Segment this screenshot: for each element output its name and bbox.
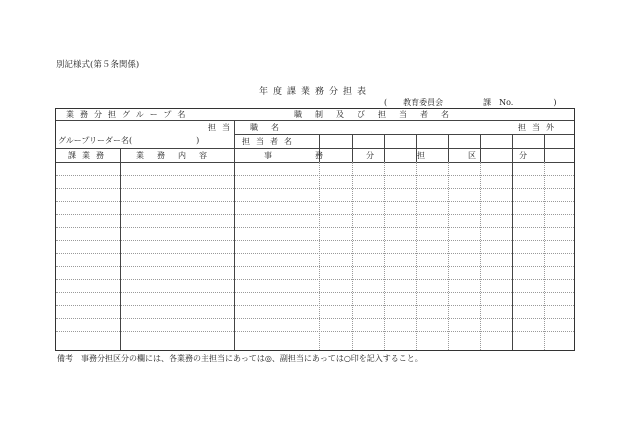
column-rule	[512, 134, 513, 350]
column-rule	[352, 162, 353, 350]
table-row-line	[56, 214, 574, 215]
table-row-line	[56, 331, 574, 332]
work-allocation-table	[55, 108, 575, 351]
form-reference-label: 別記様式(第５条関係)	[56, 60, 140, 70]
column-rule	[448, 162, 449, 350]
staff-header: 職制及び担当者名	[294, 110, 462, 119]
column-rule	[319, 162, 320, 350]
header-rule	[56, 148, 574, 149]
column-rule	[120, 148, 121, 350]
table-row-line	[56, 175, 574, 176]
footnote: 備考 事務分担区分の欄には、各業務の主担当にあっては◎、副担当にあっては○印を記入すること。	[57, 354, 423, 363]
column-rule	[384, 162, 385, 350]
task-content-column-header: 業務内容	[136, 151, 220, 160]
column-rule	[480, 162, 481, 350]
column-rule	[416, 162, 417, 350]
table-row-line	[56, 253, 574, 254]
header-rule	[56, 162, 574, 163]
header-rule	[234, 134, 574, 135]
column-rule	[234, 120, 235, 350]
table-row-line	[56, 305, 574, 306]
leader-label-top: 担当	[208, 123, 236, 132]
group-name-header: 業務分担グループ名	[66, 110, 192, 119]
section-task-column-header: 課業務	[68, 151, 110, 160]
table-row-line	[56, 318, 574, 319]
position-label: 職名	[250, 123, 292, 132]
assignment-column-header: 事務分担区分	[264, 151, 570, 160]
table-row-line	[56, 188, 574, 189]
group-leader-label: グループリーダー名( )	[58, 136, 200, 145]
outside-scope-label: 担当外	[518, 123, 560, 132]
table-row-line	[56, 240, 574, 241]
table-row-line	[56, 292, 574, 293]
table-row-line	[56, 227, 574, 228]
header-rule	[56, 120, 574, 121]
column-rule	[544, 162, 545, 350]
table-row-line	[56, 201, 574, 202]
form-subtitle: ( 教育委員会 課 No. )	[384, 98, 557, 107]
form-title: 年度課業務分担表	[258, 87, 371, 97]
table-row-line	[56, 279, 574, 280]
person-in-charge-label: 担当者名	[242, 137, 298, 146]
table-row-line	[56, 266, 574, 267]
